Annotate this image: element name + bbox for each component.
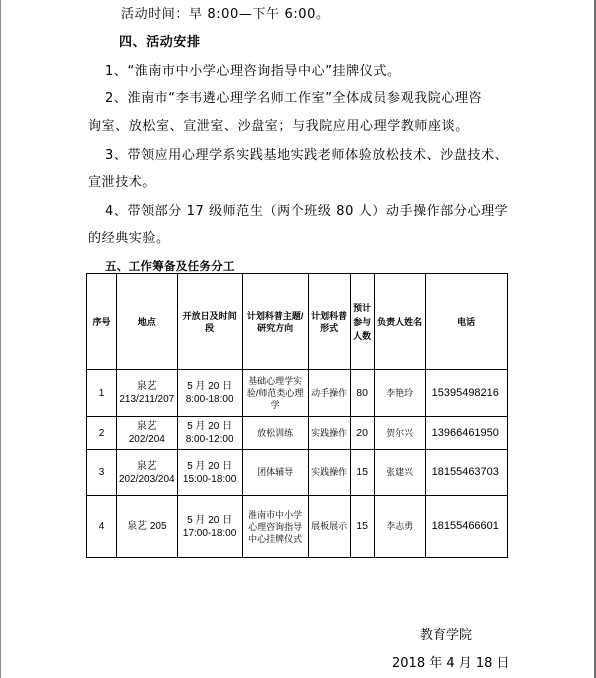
cell-form: 展板展示 [308, 496, 350, 558]
table-header-row [87, 274, 508, 370]
section-4-item-4-line-2: 的经典实验。 [88, 231, 170, 246]
cell-count: 20 [350, 417, 374, 450]
cell-count: 15 [350, 450, 374, 496]
header-count: 预计参与人数 [350, 274, 374, 370]
cell-owner: 李艳玲 [374, 370, 425, 417]
section-4-item-2-line-2: 询室、放松室、宣泄室、沙盘室；与我院应用心理学教师座谈。 [88, 119, 469, 134]
cell-count: 15 [350, 496, 374, 558]
section-4-item-1: 1、“淮南市中小学心理咨询指导中心”挂牌仪式。 [105, 64, 401, 79]
section-4-item-4-line-1: 4、带领部分 17 级师范生（两个班级 80 人）动手操作部分心理学 [105, 204, 509, 219]
cell-owner: 李志勇 [374, 496, 425, 558]
cell-seq: 3 [87, 450, 117, 496]
page-left-border [0, 0, 1, 678]
signature-date: 2018 年 4 月 18 日 [392, 656, 510, 671]
cell-phone: 13966461950 [425, 417, 507, 450]
cell-topic: 团体辅导 [242, 450, 308, 496]
cell-seq: 4 [87, 496, 117, 558]
cell-phone: 18155466601 [425, 496, 507, 558]
cell-seq: 2 [87, 417, 117, 450]
table-row [87, 450, 508, 496]
table-row [87, 370, 508, 417]
header-owner: 负责人姓名 [374, 274, 425, 370]
header-seq: 序号 [87, 274, 117, 370]
header-place: 地点 [117, 274, 178, 370]
cell-form: 实践操作 [308, 417, 350, 450]
section-4-item-3-line-2: 宣泄技术。 [88, 175, 157, 190]
header-open-time: 开放日及时间段 [177, 274, 242, 370]
cell-owner: 贺尔兴 [374, 417, 425, 450]
cell-form: 动手操作 [308, 370, 350, 417]
cell-count: 80 [350, 370, 374, 417]
cell-place: 泉艺 213/211/207 [117, 370, 178, 417]
cell-time: 5 月 20 日 8:00-12:00 [177, 417, 242, 450]
section-5-heading: 五、工作筹备及任务分工 [105, 259, 235, 273]
schedule-table [86, 273, 508, 558]
header-topic: 计划科普主题/研究方向 [242, 274, 308, 370]
cell-phone: 18155463703 [425, 450, 507, 496]
table-row [87, 417, 508, 450]
cell-topic: 淮南市中小学心理咨询指导中心挂牌仪式 [242, 496, 308, 558]
header-phone: 电话 [425, 274, 507, 370]
table-row [87, 496, 508, 558]
cell-time: 5 月 20 日 8:00-18:00 [177, 370, 242, 417]
cell-topic: 基础心理学实验/师范类心理学 [242, 370, 308, 417]
cell-place: 泉艺 205 [117, 496, 178, 558]
activity-time: 活动时间：早 8:00—下午 6:00。 [121, 7, 330, 22]
cell-phone: 15395498216 [425, 370, 507, 417]
cell-time: 5 月 20 日 15:00-18:00 [177, 450, 242, 496]
cell-owner: 张建兴 [374, 450, 425, 496]
section-4-item-2-line-1: 2、淮南市“李韦遴心理学名师工作室”全体成员参观我院心理咨 [105, 91, 483, 106]
cell-place: 泉艺 202/204 [117, 417, 178, 450]
section-4-item-3-line-1: 3、带领应用心理学系实践基地实践老师体验放松技术、沙盘技术、 [105, 148, 509, 163]
cell-place: 泉艺 202/203/204 [117, 450, 178, 496]
cell-time: 5 月 20 日 17:00-18:00 [177, 496, 242, 558]
cell-seq: 1 [87, 370, 117, 417]
section-4-heading: 四、活动安排 [119, 35, 201, 50]
cell-topic: 放松训练 [242, 417, 308, 450]
header-form: 计划科普形式 [308, 274, 350, 370]
signature-org: 教育学院 [420, 628, 473, 643]
cell-form: 实践操作 [308, 450, 350, 496]
